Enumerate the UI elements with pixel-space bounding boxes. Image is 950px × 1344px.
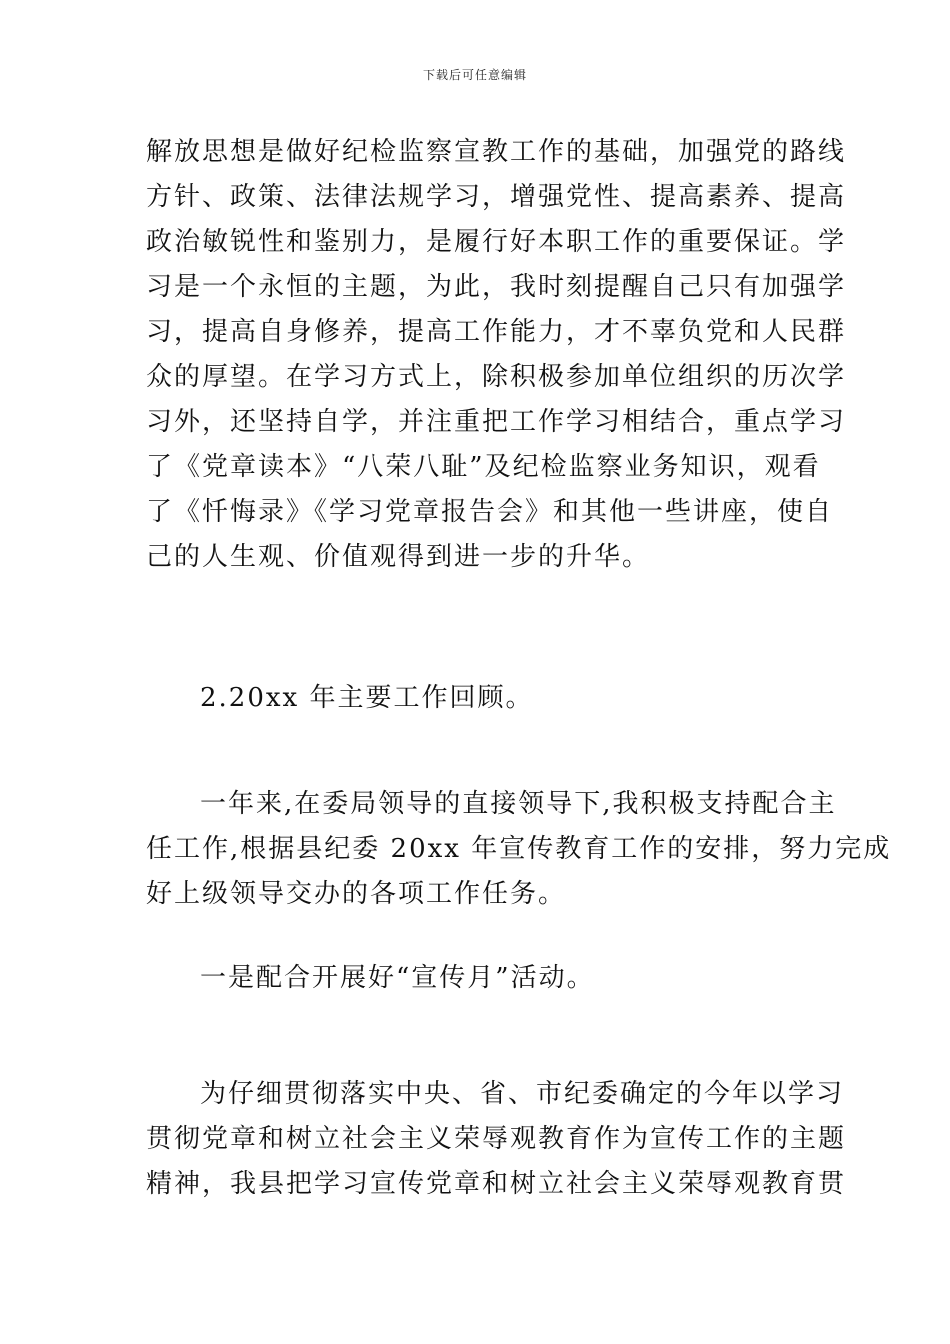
item-heading	[146, 956, 810, 1001]
text-line: 了《党章读本》“八荣八耻”及纪检监察业务知识，观看	[146, 452, 821, 482]
text-line: 任工作,根据县纪委 20xx 年宣传教育工作的安排，努力完成	[146, 834, 892, 864]
text-line: 习是一个永恒的主题，为此，我时刻提醒自己只有加强学	[146, 272, 847, 302]
paragraph-publicity	[146, 1072, 847, 1207]
text-line: 解放思想是做好纪检监察宣教工作的基础，加强党的路线	[146, 137, 847, 167]
section-heading	[146, 676, 810, 721]
paragraph-work-review	[146, 782, 892, 917]
header-note: 下载后可任意编辑	[422, 68, 527, 82]
text-line: 己的人生观、价值观得到进一步的升华。	[146, 542, 651, 572]
text-line: 众的厚望。在学习方式上，除积极参加单位组织的历次学	[146, 362, 847, 392]
text-line: 好上级领导交办的各项工作任务。	[146, 879, 567, 909]
text-line: 习外，还坚持自学，并注重把工作学习相结合，重点学习	[146, 407, 847, 437]
text-line: 政治敏锐性和鉴别力，是履行好本职工作的重要保证。学	[146, 227, 847, 257]
text-line: 贯彻党章和树立社会主义荣辱观教育作为宣传工作的主题	[146, 1124, 847, 1154]
text-line: 方针、政策、法律法规学习，增强党性、提高素养、提高	[146, 182, 847, 212]
heading-line: 2.20xx 年主要工作回顾。	[200, 683, 534, 713]
text-line: 精神，我县把学习宣传党章和树立社会主义荣辱观教育贯	[146, 1169, 847, 1199]
text-line: 为仔细贯彻落实中央、省、市纪委确定的今年以学习	[200, 1079, 845, 1109]
heading-line: 一是配合开展好“宣传月”活动。	[200, 963, 595, 993]
text-line: 一年来,在委局领导的直接领导下,我积极支持配合主	[200, 789, 837, 819]
text-line: 了《忏悔录》《学习党章报告会》和其他一些讲座，使自	[146, 497, 834, 527]
paragraph-study	[146, 130, 847, 580]
text-line: 习，提高自身修养，提高工作能力，才不辜负党和人民群	[146, 317, 847, 347]
